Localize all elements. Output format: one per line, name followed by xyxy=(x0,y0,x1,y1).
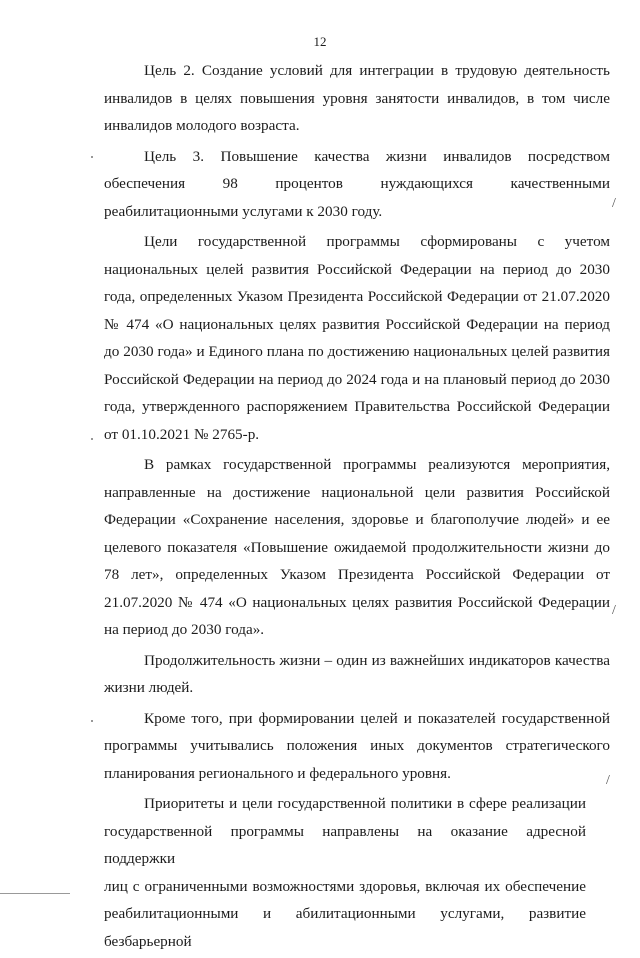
paragraph-life-expectancy xyxy=(104,647,610,702)
text-line: года, утвержденного распоряжением Правительства Российской Федерации xyxy=(104,398,610,415)
text-line: реабилитационными услугами к 2030 году. xyxy=(104,202,383,220)
text-line: № 474 «О национальных целях развития Российской Федерации на период xyxy=(104,315,610,333)
text-line: жизни людей. xyxy=(104,679,194,696)
text-line: программы учитывались положения иных документов стратегического xyxy=(104,737,610,754)
text-line: Цель 2. Создание условий для интеграции в трудовую деятельность xyxy=(144,62,610,79)
text-line: Федерации «Сохранение населения, здоровье и благополучие людей» и ее xyxy=(104,511,610,528)
text-line: планирования регионального и федерального уровня. xyxy=(104,764,451,782)
document-body xyxy=(104,57,610,958)
footer-rule xyxy=(0,893,70,894)
scan-speck xyxy=(91,156,93,158)
text-line: Цель 3. Повышение качества жизни инвалидов посредством xyxy=(144,147,610,165)
text-line: до 2030 года» и Единого плана по достижению национальных целей развития xyxy=(104,343,610,360)
paragraph-goal-3 xyxy=(104,143,610,226)
margin-check-mark: / xyxy=(606,773,610,788)
text-line: Цели государственной программы сформированы с учетом xyxy=(144,233,610,250)
text-line: Продолжительность жизни – один из важнейших индикаторов качества xyxy=(144,651,610,669)
text-line: обеспечения 98 процентов нуждающихся качественными xyxy=(104,175,610,192)
paragraph-strategic-documents xyxy=(104,705,610,788)
page-number: 12 xyxy=(313,34,327,49)
text-line: В рамках государственной программы реализуются мероприятия, xyxy=(144,456,610,473)
text-line: национальных целей развития Российской Федерации на период до 2030 xyxy=(104,260,610,278)
paragraph-policy-priorities xyxy=(104,790,586,955)
scan-speck xyxy=(91,720,93,722)
text-line: государственной программы направлены на оказание адресной поддержки xyxy=(104,822,586,867)
margin-check-mark: / xyxy=(612,196,616,211)
text-line: 78 лет», определенных Указом Президента Российской Федерации от xyxy=(104,566,610,583)
paragraph-goal-2 xyxy=(104,57,610,140)
text-line: инвалидов в целях повышения уровня занятости инвалидов, в том числе xyxy=(104,89,610,107)
margin-check-mark: / xyxy=(612,603,616,618)
paragraph-program-measures xyxy=(104,451,610,644)
text-line: от 01.10.2021 № 2765-р. xyxy=(104,425,260,443)
text-line: направленные на достижение национальной цели развития Российской xyxy=(104,483,610,501)
text-line: Российской Федерации на период до 2024 года и на плановый период до 2030 xyxy=(104,370,610,388)
text-line: инвалидов молодого возраста. xyxy=(104,117,300,134)
text-line: реабилитационными и абилитационными услугами, развитие безбарьерной xyxy=(104,905,586,950)
paragraph-program-goals xyxy=(104,228,610,448)
text-line: лиц с ограниченными возможностями здоровья, включая их обеспечение xyxy=(104,877,586,895)
text-line: Кроме того, при формировании целей и показателей государственной xyxy=(144,709,610,727)
text-line: целевого показателя «Повышение ожидаемой продолжительности жизни до xyxy=(104,538,610,556)
scan-speck xyxy=(91,438,93,440)
text-line: Приоритеты и цели государственной политики в сфере реализации xyxy=(144,795,586,812)
text-line: 21.07.2020 № 474 «О национальных целях развития Российской Федерации xyxy=(104,593,610,611)
text-line: на период до 2030 года». xyxy=(104,621,265,638)
text-line: года, определенных Указом Президента Российской Федерации от 21.07.2020 xyxy=(104,288,610,305)
